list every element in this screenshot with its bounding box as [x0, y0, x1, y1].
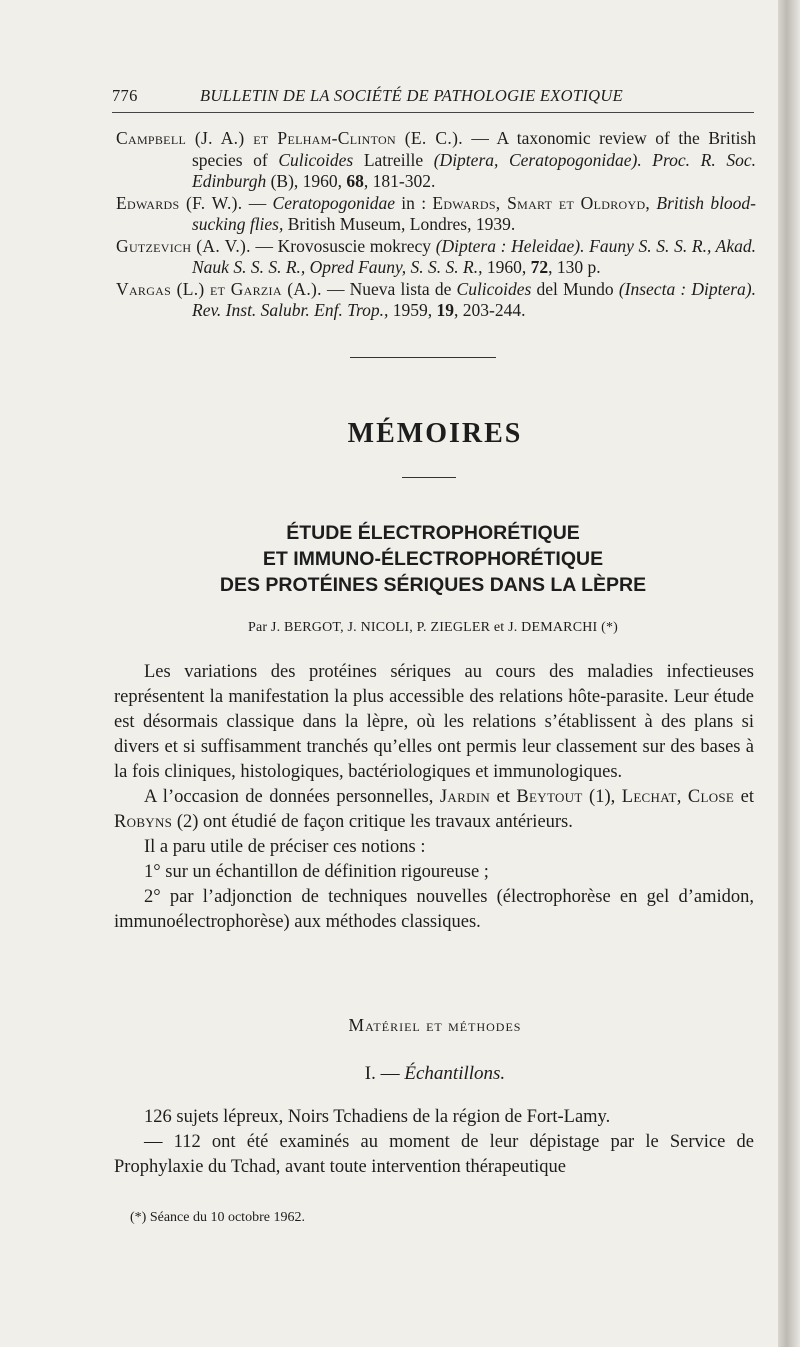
reference-genus: Culicoides	[456, 278, 532, 299]
reference-authors: Gutzevich (A. V.).	[116, 235, 251, 256]
intro-text	[114, 660, 754, 935]
paragraph: 2° par l’adjonction de techniques nouvelles (électrophorèse en gel d’amidon, immunoélectrophorèse) aux méthodes classiques.	[114, 887, 754, 932]
reference-volume: 68	[346, 171, 364, 191]
reference-item	[116, 279, 756, 322]
page-edge-shadow	[778, 0, 800, 1347]
reference-title: Ceratopogonidae	[272, 192, 396, 213]
text-run: et	[490, 787, 517, 807]
paragraph: Il a paru utile de préciser ces notions :	[144, 837, 426, 857]
text-run: A l’occasion de données personnelles,	[144, 787, 440, 807]
reference-book: British blood-sucking flies,	[192, 192, 757, 234]
reference-authors: Campbell (J. A.) et Pelham-Clinton (E. C.).	[116, 128, 463, 148]
separator-rule	[350, 357, 496, 358]
samples-text	[114, 1105, 754, 1180]
title-line: ET IMMUNO-ÉLECTROPHORÉTIQUE	[262, 548, 604, 570]
text-run: et	[734, 787, 754, 807]
reference-text: British Museum, Londres, 1939.	[283, 214, 516, 234]
reference-volume: 19	[436, 300, 455, 320]
reference-item	[116, 236, 756, 279]
reference-journal: (Diptera : Heleidae). Fauny S. S. S. R., Akad. Nauk S. S. S. R., Opred Fauny, S. S. S. R.,	[192, 235, 756, 277]
reference-pages: , 203-244.	[454, 300, 526, 320]
cited-author: Robyns	[114, 812, 173, 832]
subsection-heading	[0, 1063, 800, 1085]
reference-pages: , 130 p.	[548, 257, 601, 277]
page-number: 776	[112, 86, 138, 105]
footnote: (*) Séance du 10 octobre 1962.	[130, 1210, 305, 1225]
title-line: DES PROTÉINES SÉRIQUES DANS LA LÈPRE	[219, 574, 647, 596]
reference-authors: Edwards (F. W.).	[116, 192, 243, 213]
byline	[0, 620, 800, 636]
reference-item	[116, 193, 756, 236]
paragraph: Les variations des protéines sériques au cours des maladies infectieuses représentent la manifestation la plus accessible des relations hôte-parasite. Leur étude est désormais classique dans la lèpre, où les relations s’établissent à des plans si divers et si suffisamment tranchés qu’elles ont permis leur classement sur des bases à la fois cliniques, histologiques, bactériologiques et immunologiques.	[114, 662, 754, 782]
reference-text: (B), 1960,	[266, 171, 347, 191]
cited-author: Close	[687, 787, 735, 807]
reference-journal: (Insecta : Diptera). Rev. Inst. Salubr. Enf. Trop.,	[192, 278, 756, 320]
reference-text: 1960,	[482, 257, 531, 277]
paragraph	[114, 785, 754, 835]
text-run: (1),	[582, 787, 622, 807]
reference-authors: Vargas (L.) et Garzia (A.).	[116, 278, 322, 299]
reference-editors: Edwards, Smart et Oldroyd,	[432, 192, 651, 213]
paragraph: 126 sujets lépreux, Noirs Tchadiens de la région de Fort-Lamy.	[144, 1107, 611, 1127]
cited-author: Jardin	[439, 787, 491, 807]
byline-par: Par	[247, 620, 268, 635]
text-run: (2) ont étudié de façon critique les travaux antérieurs.	[172, 812, 573, 832]
byline-names: J. BERGOT, J. NICOLI, P. ZIEGLER	[270, 620, 491, 635]
reference-genus: Culicoides	[278, 149, 354, 170]
cited-author: Lechat	[621, 787, 677, 807]
materials-heading: Matériel et méthodes	[348, 1015, 522, 1035]
article-title	[0, 520, 800, 598]
reference-journal: (Diptera, Ceratopogonidae). Proc. R. Soc. Edinburgh	[192, 149, 756, 191]
reference-text: del Mundo	[531, 278, 619, 299]
byline-et: et	[493, 620, 505, 635]
byline-last: J. DEMARCHI (*)	[508, 620, 619, 635]
reference-volume: 72	[530, 257, 549, 277]
reference-text: 1959,	[388, 300, 437, 320]
reference-list	[116, 128, 756, 322]
text-run: ,	[676, 787, 688, 807]
reference-text: — A taxonomic review of the British species of	[192, 128, 756, 170]
reference-item	[116, 128, 756, 193]
section-heading: MÉMOIRES	[347, 418, 523, 449]
paragraph: — 112 ont été examinés au moment de leur dépistage par le Service de Prophylaxie du Tchad, avant toute intervention thérapeutique	[114, 1132, 754, 1177]
reference-pages: , 181-302.	[363, 171, 436, 191]
header-rule	[112, 112, 754, 113]
reference-text: — Nueva lista de	[321, 278, 457, 299]
reference-text: Latreille	[353, 149, 434, 170]
separator-rule-short	[402, 477, 456, 478]
subsection-title: Échantillons.	[404, 1063, 506, 1084]
title-line: ÉTUDE ÉLECTROPHORÉTIQUE	[286, 522, 580, 544]
reference-text: in :	[395, 192, 433, 213]
subsection-number: I. —	[364, 1063, 405, 1084]
reference-text: — Krovosuscie mokrecy	[250, 235, 436, 256]
paragraph: 1° sur un échantillon de définition rigoureuse ;	[144, 862, 489, 882]
reference-text: —	[242, 192, 273, 213]
journal-title: BULLETIN DE LA SOCIÉTÉ DE PATHOLOGIE EXOTIQUE	[200, 86, 623, 105]
cited-author: Beytout	[516, 787, 583, 807]
